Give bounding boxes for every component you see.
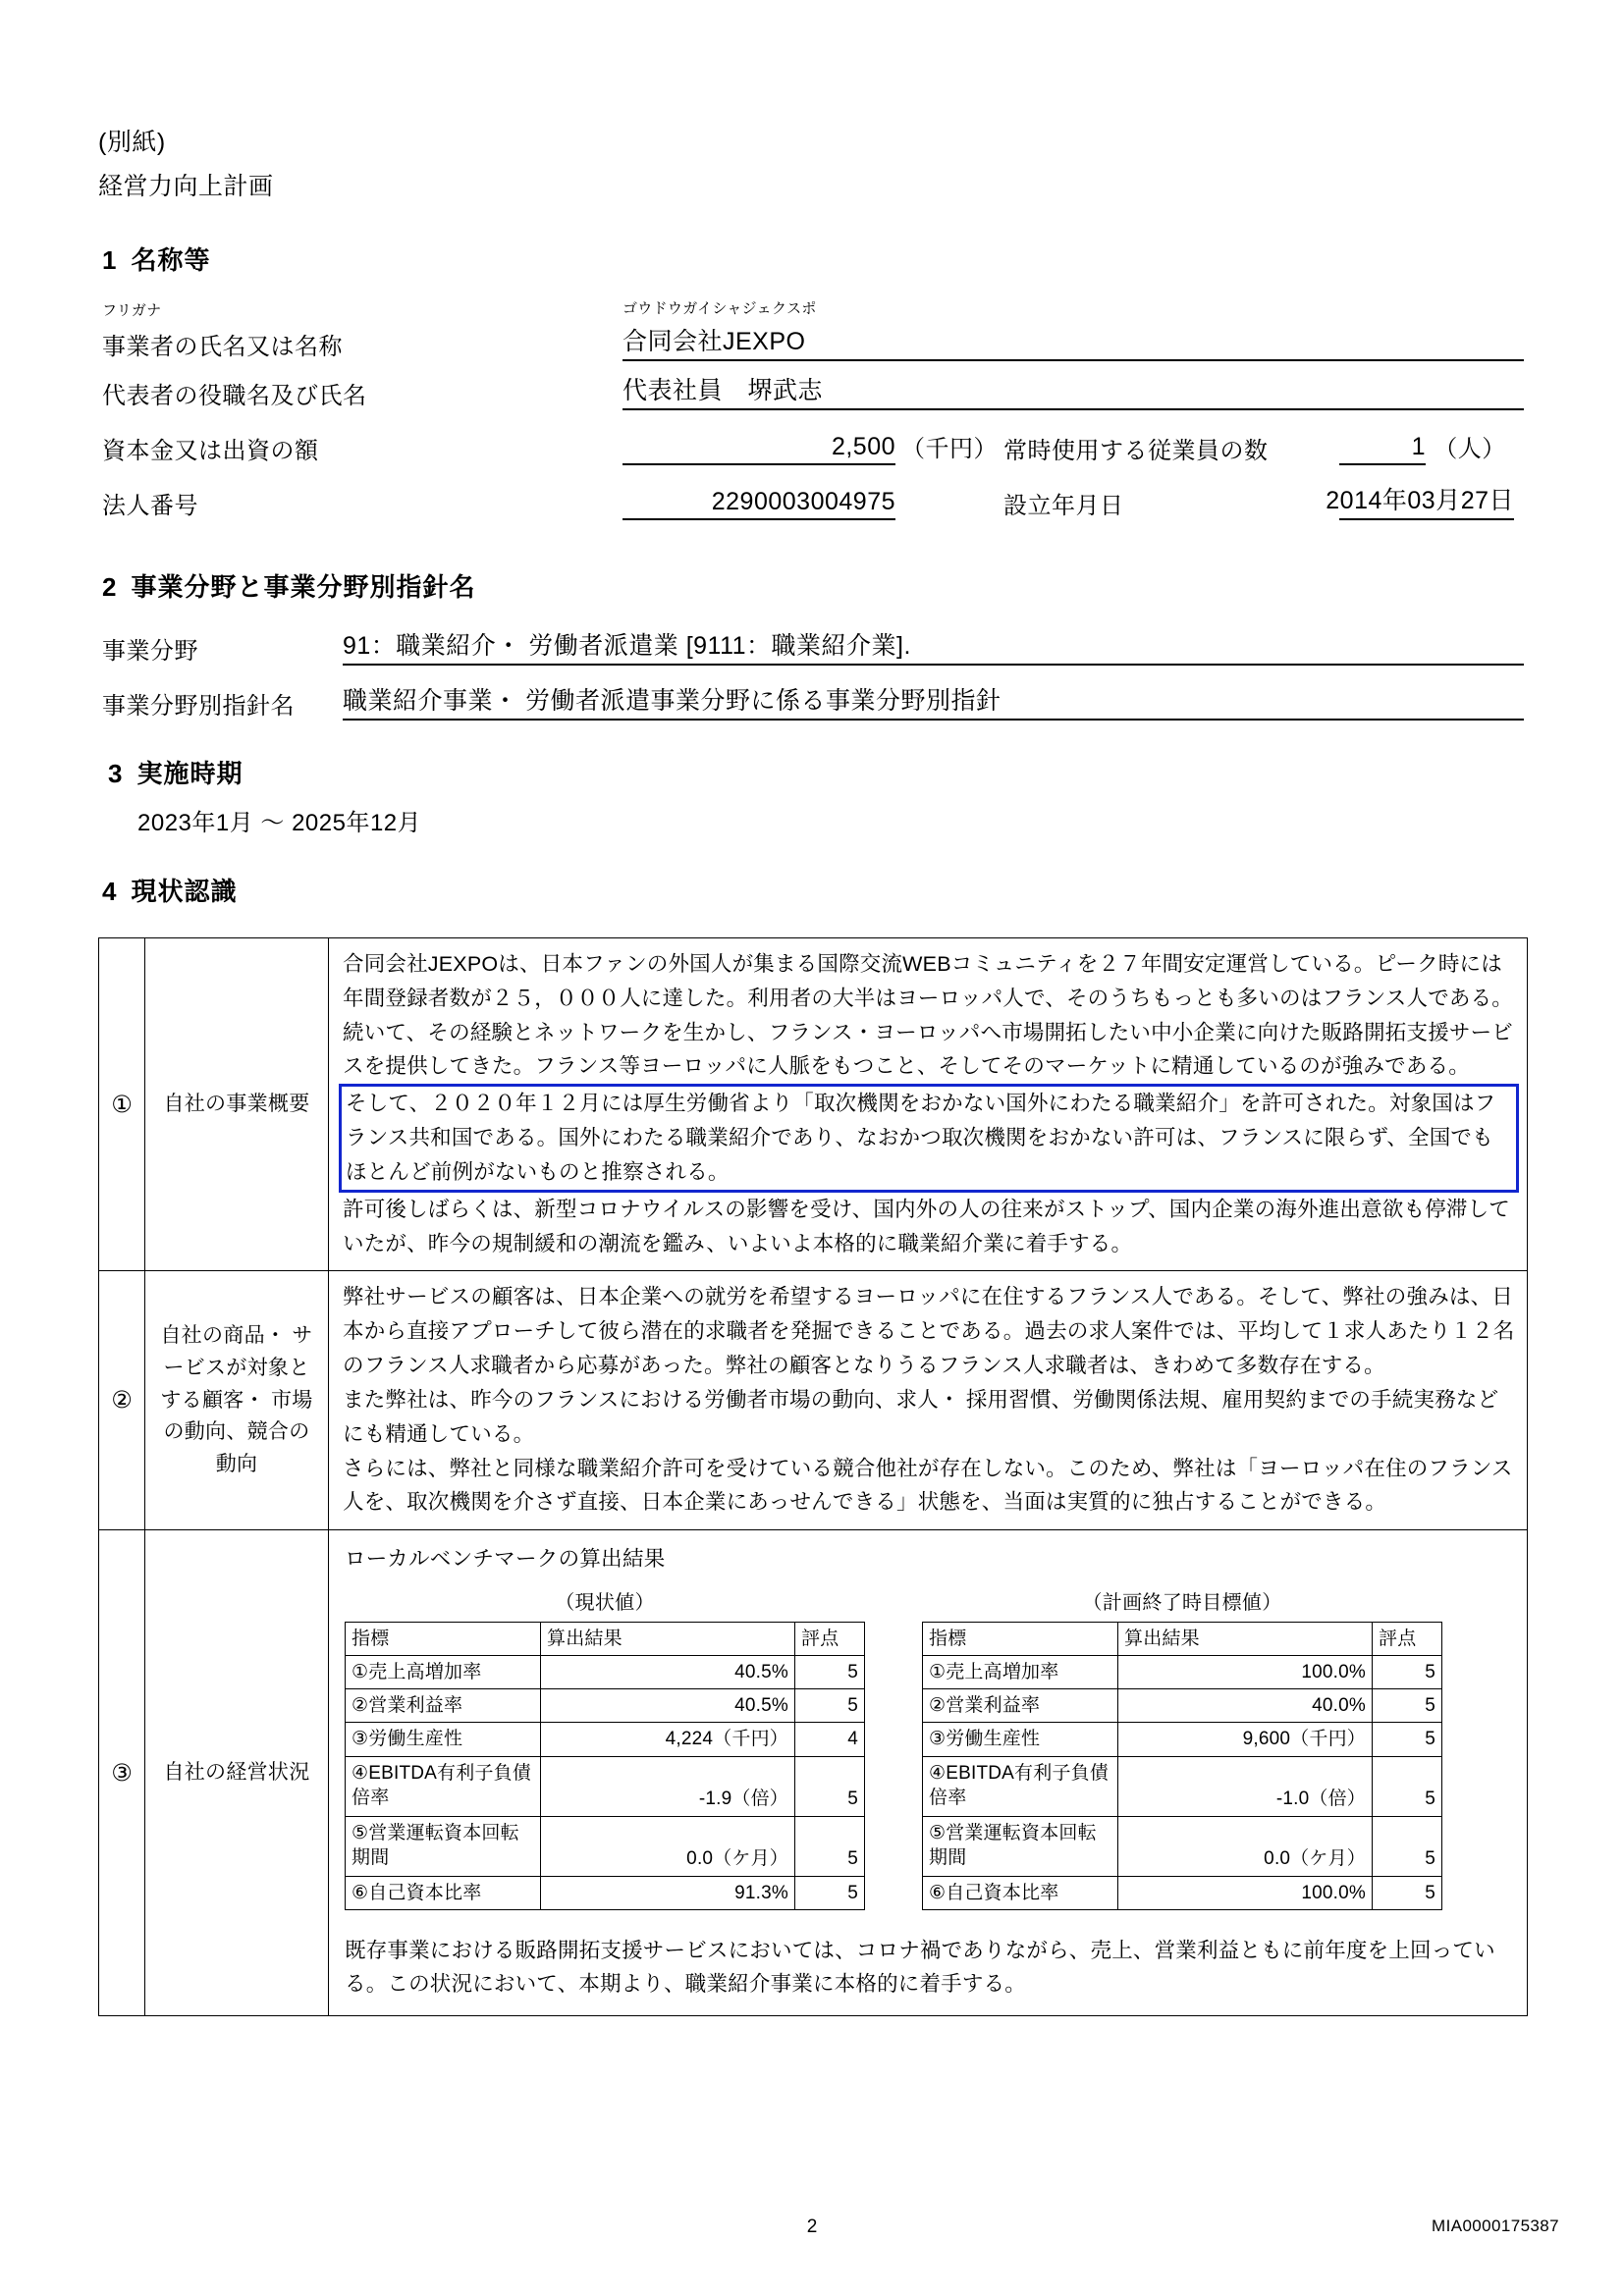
indicator-value: 9,600（千円） xyxy=(1118,1723,1373,1756)
indicator-score: 5 xyxy=(1373,1723,1442,1756)
indicator-value: 0.0（ケ月） xyxy=(541,1816,795,1876)
indicator-score: 4 xyxy=(795,1723,865,1756)
row-body xyxy=(329,1271,1527,1529)
column-header-result: 算出結果 xyxy=(541,1623,795,1656)
column-header-result: 算出結果 xyxy=(1118,1623,1373,1656)
capital-unit: （千円） xyxy=(901,436,998,462)
row-number: ① xyxy=(111,1091,133,1118)
page-number: 2 xyxy=(806,2216,818,2237)
indicator-score: 5 xyxy=(1373,1876,1442,1909)
section-2-title: 事業分野と事業分野別指針名 xyxy=(131,572,476,602)
paragraph: 合同会社JEXPOは、日本ファンの外国人が集まる国際交流WEBコミュニティを２７年間安定運営している。ピーク時には年間登録者数が２５，０００人に達した。利用者の大半はヨーロッパ人で、そのうちもっとも多いのはフランス人である。続いて、その経験とネットワークを生かし、フランス・ヨーロッパへ市場開拓したい中小企業に向けた販路開拓支援サービスを提供してきた。フランス等ヨーロッパに人脈をもつこと、そしてそのマーケットに精通しているのが強みである。 xyxy=(343,952,1514,1079)
row-label: 自社の事業概要 xyxy=(163,1092,310,1115)
indicator-value: 100.0% xyxy=(1118,1656,1373,1689)
indicator-score: 5 xyxy=(1373,1816,1442,1876)
indicator-value: 4,224（千円） xyxy=(541,1723,795,1756)
current-status-table xyxy=(98,937,1528,2016)
indicator-score: 5 xyxy=(795,1689,865,1723)
section-4-number: 4 xyxy=(102,877,118,906)
section-3-heading xyxy=(108,754,243,790)
employee-count-unit: （人） xyxy=(1434,436,1506,462)
benchmark-caption: （現状値） xyxy=(555,1592,655,1615)
section-1-title: 名称等 xyxy=(131,245,211,275)
table-row xyxy=(99,1530,1528,2016)
column-header-score: 評点 xyxy=(795,1623,865,1656)
section-1-heading xyxy=(102,240,210,277)
paragraph: 許可後しばらくは、新型コロナウイルスの影響を受け、国内外の人の往来がストップ、国内企業の海外進出意欲も停滞していたが、昨今の規制緩和の潮流を鑑み、いよいよ本格的に職業紹介業に着手する。 xyxy=(343,1197,1510,1255)
benchmark-row xyxy=(346,1656,865,1689)
column-header-score: 評点 xyxy=(1373,1623,1442,1656)
column-header-indicator: 指標 xyxy=(923,1623,1118,1656)
indicator-name: ③労働生産性 xyxy=(923,1723,1118,1756)
employee-count-label: 常時使用する従業員の数 xyxy=(1003,438,1269,464)
corporate-number-value: 2290003004975 xyxy=(711,488,895,515)
indicator-name: ⑥自己資本比率 xyxy=(923,1876,1118,1909)
benchmark-row xyxy=(346,1876,865,1909)
business-field-value: 91：職業紹介・ 労働者派遣業 [9111：職業紹介業]. xyxy=(343,632,911,660)
benchmark-row xyxy=(923,1656,1442,1689)
indicator-score: 5 xyxy=(795,1876,865,1909)
furigana-value: ゴウドウガイシャジェクスポ xyxy=(623,300,817,317)
business-name-value: 合同会社JEXPO xyxy=(623,328,806,355)
local-benchmark-block xyxy=(329,1530,1527,2015)
capital-value: 2,500 xyxy=(831,433,895,460)
local-benchmark-title: ローカルベンチマークの算出結果 xyxy=(345,1547,666,1572)
indicator-name: ①売上高増加率 xyxy=(346,1656,541,1689)
indicator-value: 40.5% xyxy=(541,1656,795,1689)
benchmark-table-current xyxy=(345,1586,865,1909)
paragraph: また弊社は、昨今のフランスにおける労働者市場の動向、求人・ 採用習慣、労働関係法規、雇用契約までの手続実務などにも精通している。 xyxy=(343,1387,1499,1446)
indicator-score: 5 xyxy=(795,1656,865,1689)
indicator-value: 0.0（ケ月） xyxy=(1118,1816,1373,1876)
indicator-name: ②営業利益率 xyxy=(346,1689,541,1723)
section-4-heading xyxy=(102,872,237,908)
paragraph: 弊社サービスの顧客は、日本企業への就労を希望するヨーロッパに在住するフランス人である。そして、弊社の強みは、日本から直接アプローチして彼ら潜在的求職者を発掘できることである。過去の求人案件では、平均して１求人あたり１２名のフランス人求職者から応募があった。弊社の顧客となりうるフランス人求職者は、きわめて多数存在する。 xyxy=(343,1285,1515,1378)
indicator-name: ①売上高増加率 xyxy=(923,1656,1118,1689)
section-3-number: 3 xyxy=(108,759,124,788)
annex-label: (別紙) xyxy=(98,129,166,156)
indicator-value: -1.9（倍） xyxy=(541,1756,795,1816)
furigana-label: フリガナ xyxy=(102,302,162,319)
establishment-date-value: 2014年03月27日 xyxy=(1326,487,1514,514)
row-label: 自社の経営状況 xyxy=(163,1761,310,1784)
indicator-value: 40.0% xyxy=(1118,1689,1373,1723)
guideline-label: 事業分野別指針名 xyxy=(102,693,295,720)
employee-count-value: 1 xyxy=(1411,433,1426,460)
indicator-value: 100.0% xyxy=(1118,1876,1373,1909)
indicator-name: ④EBITDA有利子負債倍率 xyxy=(923,1756,1118,1816)
business-name-label: 事業者の氏名又は名称 xyxy=(102,334,343,360)
section-2-number: 2 xyxy=(102,572,118,602)
indicator-score: 5 xyxy=(1373,1656,1442,1689)
paragraph: 既存事業における販路開拓支援サービスにおいては、コロナ禍でありながら、売上、営業利益ともに前年度を上回っている。この状況において、本期より、職業紹介事業に本格的に着手する。 xyxy=(345,1938,1495,1997)
highlighted-paragraph: そして、２０２０年１２月には厚生労働省より「取次機関をおかない国外にわたる職業紹介」を許可された。対象国はフランス共和国である。国外にわたる職業紹介であり、なおかつ取次機関をおかない許可は、フランスに限らず、全国でもほとんど前例がないものと推察される。 xyxy=(346,1092,1496,1184)
section-3-title: 実施時期 xyxy=(136,759,244,788)
benchmark-header-row xyxy=(923,1623,1442,1656)
row-body xyxy=(329,938,1527,1270)
benchmark-row xyxy=(346,1756,865,1816)
document-id: MIA0000175387 xyxy=(1432,2216,1559,2235)
indicator-name: ③労働生産性 xyxy=(346,1723,541,1756)
capital-label: 資本金又は出資の額 xyxy=(102,438,319,464)
benchmark-row xyxy=(923,1689,1442,1723)
row-label: 自社の商品・ サービスが対象とする顧客・ 市場の動向、競合の動向 xyxy=(160,1324,313,1475)
indicator-score: 5 xyxy=(1373,1756,1442,1816)
table-row xyxy=(99,938,1528,1271)
benchmark-row xyxy=(346,1723,865,1756)
section-1-number: 1 xyxy=(102,245,118,275)
benchmark-table-target xyxy=(922,1586,1442,1909)
corporate-number-label: 法人番号 xyxy=(102,493,198,519)
indicator-name: ⑤営業運転資本回転期間 xyxy=(923,1816,1118,1876)
benchmark-row xyxy=(923,1876,1442,1909)
benchmark-note xyxy=(345,1934,1513,2002)
benchmark-row xyxy=(346,1816,865,1876)
benchmark-header-row xyxy=(346,1623,865,1656)
section-4-title: 現状認識 xyxy=(131,877,238,906)
indicator-score: 5 xyxy=(795,1816,865,1876)
indicator-value: -1.0（倍） xyxy=(1118,1756,1373,1816)
benchmark-row xyxy=(923,1723,1442,1756)
indicator-name: ⑤営業運転資本回転期間 xyxy=(346,1816,541,1876)
section-2-heading xyxy=(102,567,475,604)
highlighted-paragraph-box xyxy=(339,1084,1519,1192)
row-number: ② xyxy=(111,1387,133,1415)
column-header-indicator: 指標 xyxy=(346,1623,541,1656)
benchmark-row xyxy=(923,1816,1442,1876)
document-title: 経営力向上計画 xyxy=(98,173,274,200)
indicator-score: 5 xyxy=(795,1756,865,1816)
indicator-value: 91.3% xyxy=(541,1876,795,1909)
indicator-value: 40.5% xyxy=(541,1689,795,1723)
row-number: ③ xyxy=(111,1759,133,1787)
benchmark-row xyxy=(923,1756,1442,1816)
benchmark-row xyxy=(346,1689,865,1723)
table-row xyxy=(99,1271,1528,1530)
indicator-name: ⑥自己資本比率 xyxy=(346,1876,541,1909)
business-field-label: 事業分野 xyxy=(102,638,198,665)
paragraph: さらには、弊社と同様な職業紹介許可を受けている競合他社が存在しない。このため、弊社は「ヨーロッパ在住のフランス人を、取次機関を介さず直接、日本企業にあっせんできる」状態を、当面は実質的に独占することができる。 xyxy=(343,1456,1513,1515)
guideline-value: 職業紹介事業・ 労働者派遣事業分野に係る事業分野別指針 xyxy=(343,687,1001,715)
indicator-name: ②営業利益率 xyxy=(923,1689,1118,1723)
benchmark-caption: （計画終了時目標値） xyxy=(1082,1592,1282,1615)
indicator-score: 5 xyxy=(1373,1689,1442,1723)
establishment-date-label: 設立年月日 xyxy=(1003,493,1124,519)
implementation-period: 2023年1月 ～ 2025年12月 xyxy=(137,810,422,836)
indicator-name: ④EBITDA有利子負債倍率 xyxy=(346,1756,541,1816)
representative-label: 代表者の役職名及び氏名 xyxy=(102,383,367,409)
representative-value: 代表社員 堺武志 xyxy=(623,377,824,404)
